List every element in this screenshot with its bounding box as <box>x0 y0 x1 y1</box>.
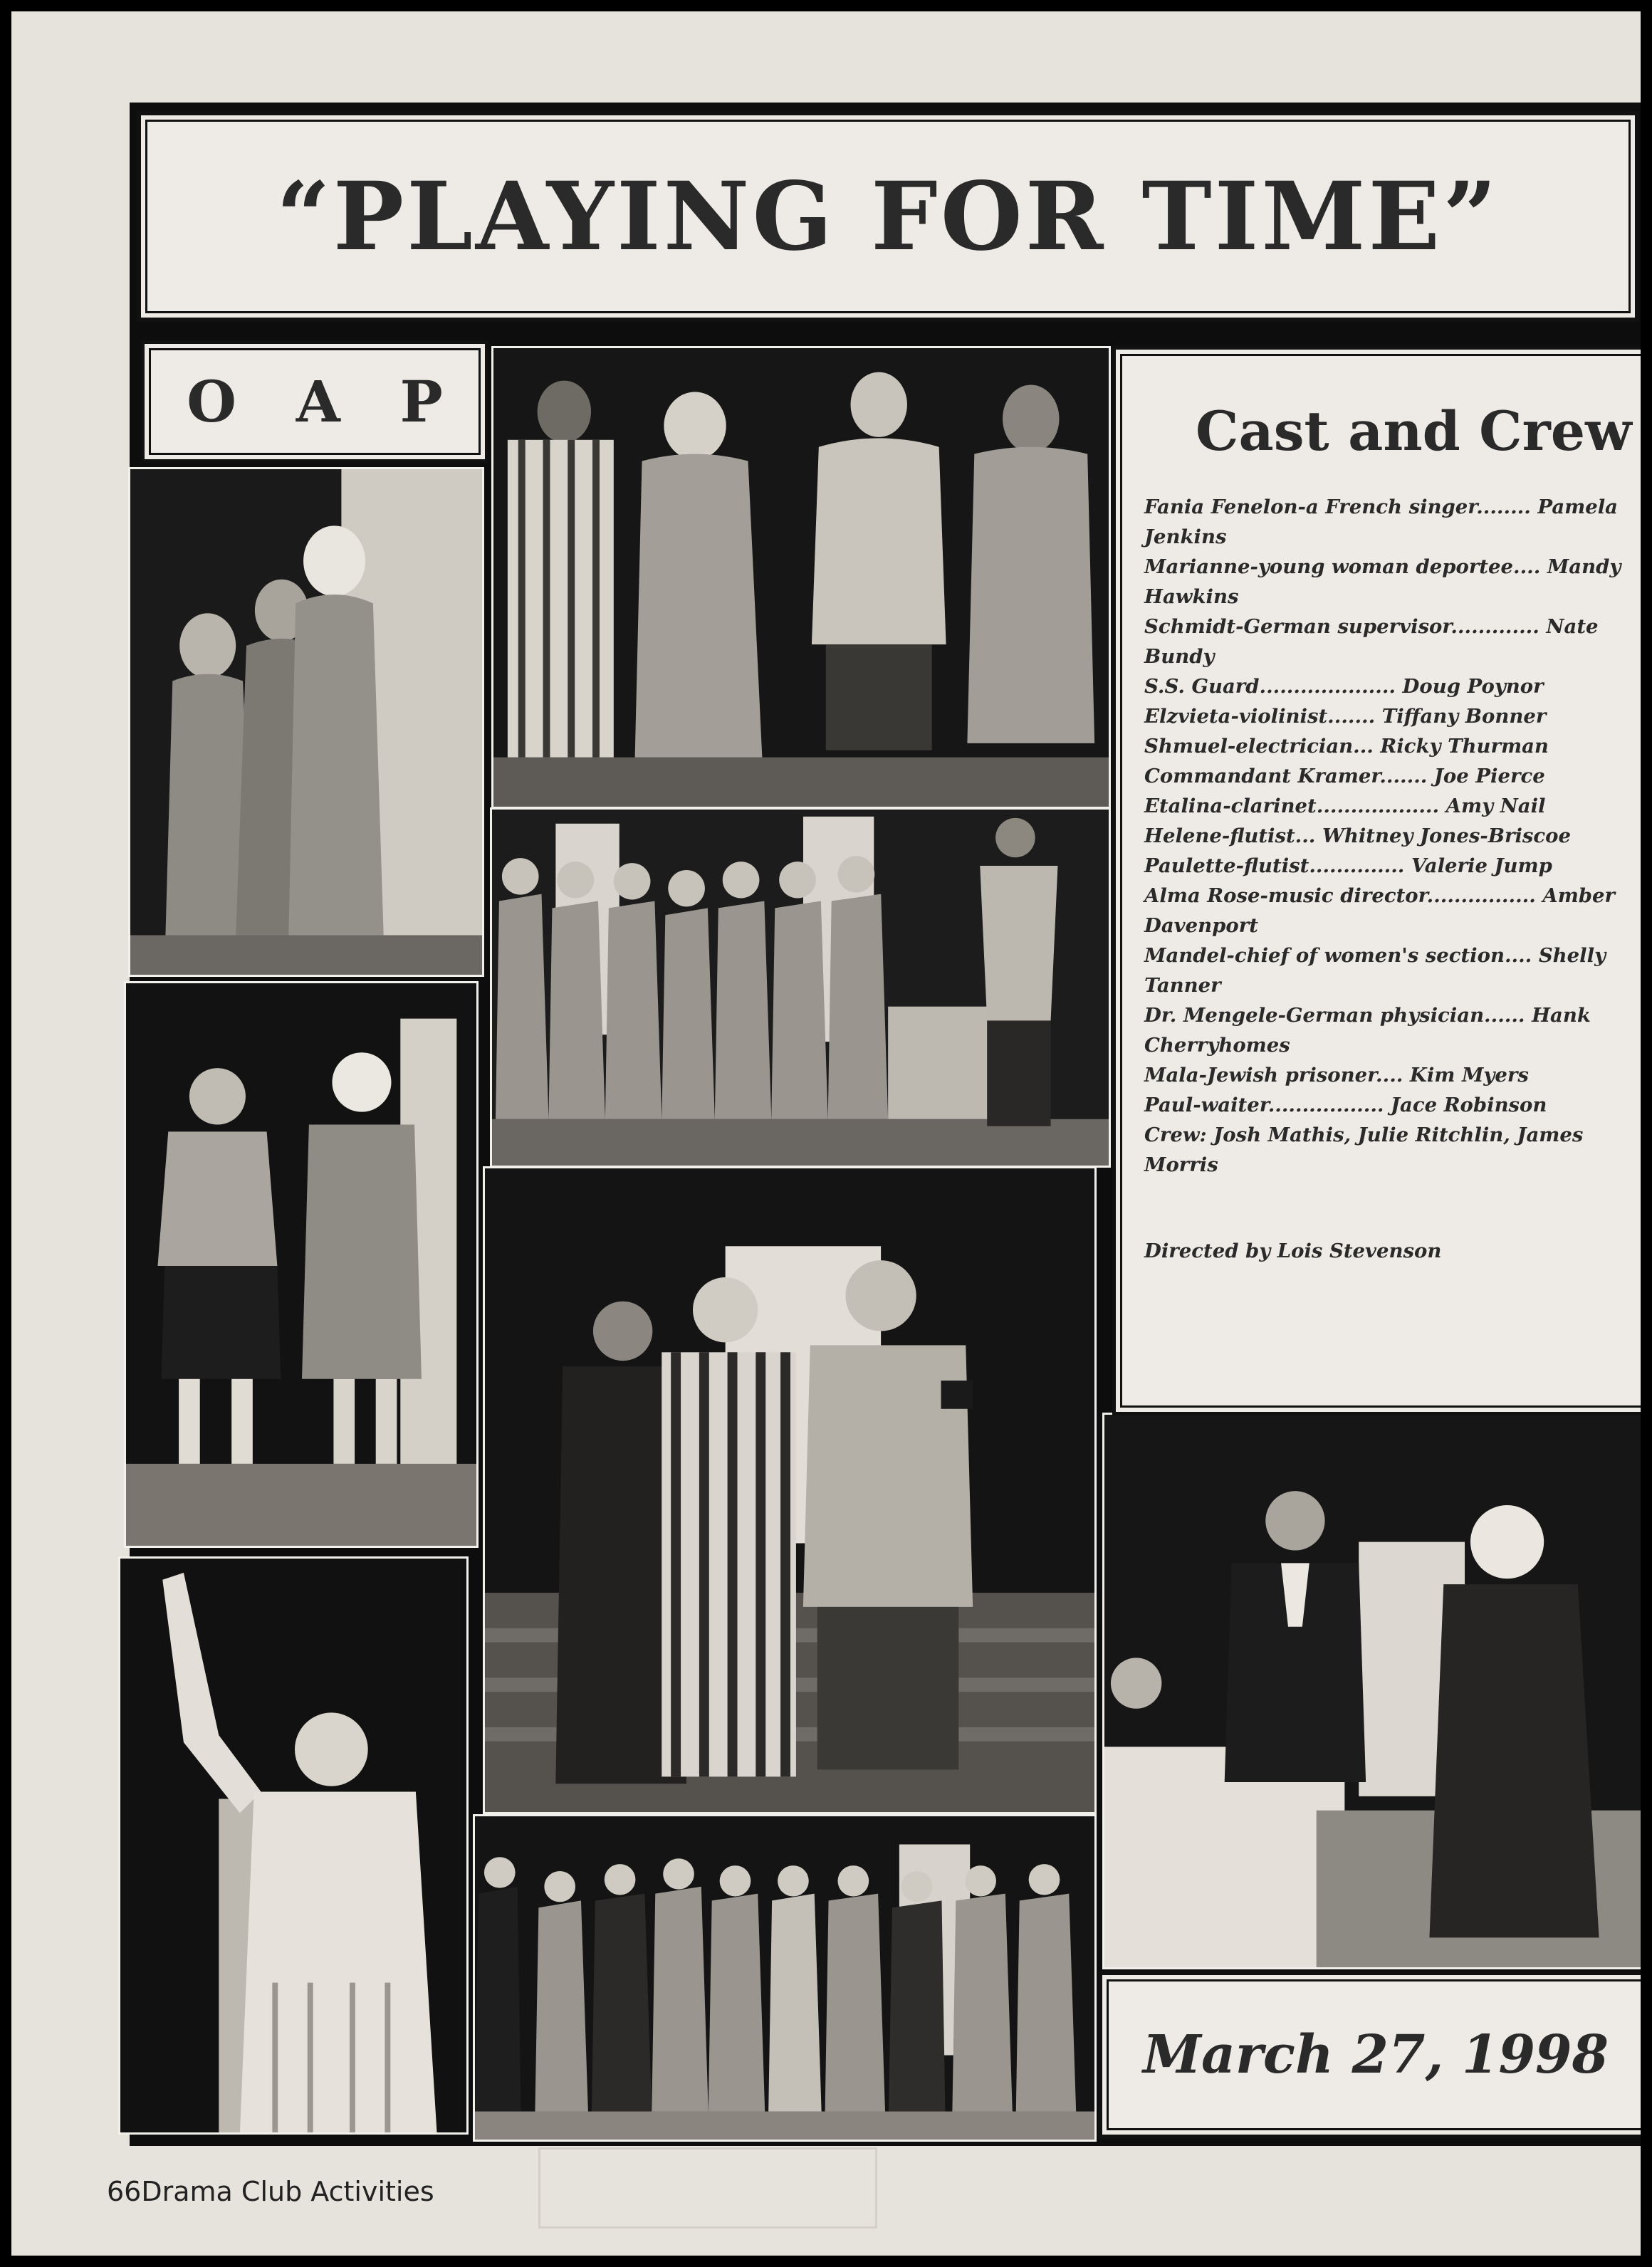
cast-list <box>1144 492 1641 1180</box>
cast-entry: Elzvieta-violinist....... Tiffany Bonner <box>1144 705 1547 728</box>
cast-entry: Mala-Jewish prisoner.... Kim Myers <box>1144 1064 1529 1087</box>
photo-man-pointing <box>118 1556 469 2135</box>
cast-entry: Fania Fenelon-a French singer........ Pamela Jenkins <box>1144 496 1618 548</box>
cast-entry: Paulette-flutist.............. Valerie Jump <box>1144 854 1552 877</box>
cast-crew-panel <box>1112 346 1641 1415</box>
cast-entry: Dr. Mengele-German physician...... Hank Cherryhomes <box>1144 1004 1591 1057</box>
title-banner <box>137 111 1639 322</box>
photo-cast-bow <box>473 1814 1097 2142</box>
photo-guard-scene <box>491 346 1111 809</box>
cast-entry: Commandant Kramer....... Joe Pierce <box>1144 765 1545 787</box>
photo-prisoner-officers <box>483 1166 1097 1814</box>
bleed-through-mark <box>538 2147 877 2229</box>
cast-entry: Helene-flutist... Whitney Jones-Briscoe <box>1144 824 1571 847</box>
photo-waiter-woman <box>1102 1413 1641 1969</box>
cast-heading: Cast and Crew <box>1196 399 1632 463</box>
cast-entry: Schmidt-German supervisor............. Nate Bundy <box>1144 615 1599 668</box>
cast-entry: S.S. Guard.................... Doug Poynor <box>1144 675 1544 698</box>
photo-women-lineup <box>490 807 1111 1168</box>
cast-entry: Crew: Josh Mathis, Julie Ritchlin, James Morris <box>1144 1124 1584 1176</box>
cast-entry: Shmuel-electrician... Ricky Thurman <box>1144 735 1549 758</box>
photo-two-women <box>124 981 479 1548</box>
section-label-box <box>141 340 488 463</box>
photo-three-women <box>128 467 484 977</box>
yearbook-page <box>11 11 1641 2256</box>
page-title: “PLAYING FOR TIME” <box>276 161 1500 272</box>
cast-entry: Paul-waiter................. Jace Robinson <box>1144 1094 1547 1116</box>
performance-date: March 27, 1998 <box>1143 2024 1609 2085</box>
cast-entry: Alma Rose-music director................ Amber Davenport <box>1144 884 1616 937</box>
cast-entry: Mandel-chief of women's section.... Shelly Tanner <box>1144 944 1606 997</box>
cast-entry: Etalina-clarinet.................. Amy Nail <box>1144 795 1546 817</box>
page-footer: 66Drama Club Activities <box>107 2176 434 2207</box>
section-label: O A P <box>187 368 463 435</box>
cast-entry: Marianne-young woman deportee.... Mandy Hawkins <box>1144 555 1621 608</box>
date-banner <box>1098 1971 1641 2139</box>
director-credit: Directed by Lois Stevenson <box>1144 1240 1442 1262</box>
